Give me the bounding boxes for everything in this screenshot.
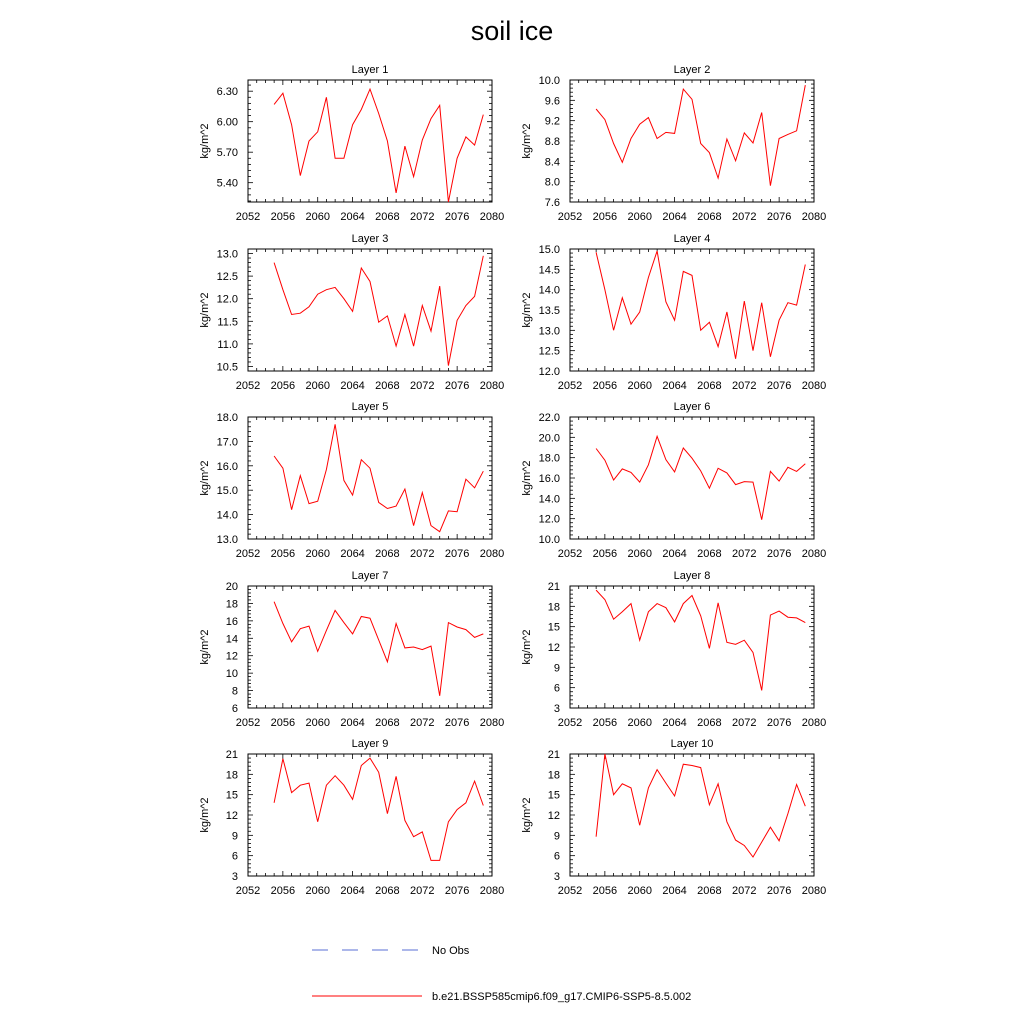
- x-tick-label: 2072: [410, 211, 435, 223]
- x-tick-label: 2060: [627, 885, 652, 897]
- x-tick-label: 2056: [592, 380, 618, 392]
- x-tick-label: 2064: [662, 211, 687, 223]
- x-tick-label: 2076: [766, 380, 792, 392]
- y-tick-label: 21: [547, 749, 560, 761]
- x-tick-label: 2052: [235, 211, 261, 223]
- plot-frame: [570, 417, 814, 539]
- x-tick-label: 2080: [479, 717, 505, 729]
- y-tick-label: 5.40: [216, 177, 238, 190]
- y-tick-label: 6: [553, 850, 560, 863]
- x-tick-label: 2064: [662, 380, 687, 392]
- chart-title: Layer 5: [351, 401, 389, 413]
- y-tick-label: 11.0: [217, 338, 238, 351]
- x-tick-label: 2064: [340, 380, 365, 392]
- y-tick-label: 6.30: [216, 86, 238, 99]
- x-tick-label: 2072: [732, 548, 757, 560]
- x-tick-label: 2060: [305, 717, 330, 729]
- x-tick-label: 2052: [557, 211, 583, 223]
- x-tick-label: 2060: [305, 548, 330, 560]
- y-tick-label: 14.5: [538, 264, 560, 277]
- y-tick-label: 20: [225, 581, 238, 593]
- y-tick-label: 6: [231, 850, 238, 863]
- y-tick-label: 11.5: [217, 316, 238, 329]
- y-tick-label: 15: [547, 789, 560, 802]
- series-line: [596, 590, 805, 690]
- y-tick-label: 15.0: [216, 485, 238, 498]
- x-tick-label: 2076: [766, 211, 792, 223]
- x-tick-label: 2060: [305, 885, 330, 897]
- y-axis-label: kg/m^2: [199, 123, 211, 159]
- chart-title: Layer 9: [351, 738, 389, 750]
- y-tick-label: 13.0: [216, 248, 238, 261]
- x-tick-label: 2052: [235, 717, 261, 729]
- x-tick-label: 2060: [627, 211, 652, 223]
- series-line: [274, 424, 483, 531]
- x-tick-label: 2068: [375, 548, 400, 560]
- chart-panel-layer-5: [199, 401, 504, 560]
- x-tick-label: 2072: [732, 380, 757, 392]
- x-tick-label: 2068: [375, 380, 400, 392]
- x-tick-label: 2080: [801, 380, 827, 392]
- x-tick-label: 2076: [444, 380, 470, 392]
- x-tick-label: 2052: [557, 380, 583, 392]
- plot-frame: [248, 249, 492, 371]
- chart-title: Layer 6: [673, 401, 711, 413]
- chart-panel-layer-4: [521, 233, 826, 392]
- plot-frame: [570, 80, 814, 202]
- x-tick-label: 2072: [410, 548, 435, 560]
- y-tick-label: 16: [225, 615, 238, 628]
- y-axis-label: kg/m^2: [199, 797, 211, 833]
- chart-title: Layer 10: [670, 738, 714, 750]
- legend-label-no-obs: No Obs: [432, 945, 470, 957]
- series-line: [596, 754, 805, 857]
- y-tick-label: 12.0: [538, 513, 560, 526]
- x-tick-label: 2072: [410, 380, 435, 392]
- chart-title: Layer 1: [351, 64, 389, 76]
- y-tick-label: 12.5: [216, 271, 238, 284]
- y-tick-label: 7.6: [544, 197, 560, 209]
- y-axis-label: kg/m^2: [521, 797, 533, 833]
- y-tick-label: 13.5: [538, 305, 560, 317]
- x-tick-label: 2080: [479, 885, 505, 897]
- y-tick-label: 18: [225, 598, 238, 611]
- chart-title: Layer 2: [673, 64, 711, 76]
- y-tick-label: 14.0: [538, 493, 560, 506]
- x-tick-label: 2056: [592, 548, 618, 560]
- x-tick-label: 2056: [270, 885, 296, 897]
- legend: [312, 945, 691, 1003]
- series-line: [274, 602, 483, 696]
- series-line: [274, 256, 483, 366]
- x-tick-label: 2068: [697, 548, 722, 560]
- y-tick-label: 18.0: [538, 452, 560, 465]
- y-tick-label: 9: [553, 662, 560, 675]
- chart-title: Layer 4: [673, 233, 711, 245]
- x-tick-label: 2068: [375, 717, 400, 729]
- x-tick-label: 2056: [270, 548, 296, 560]
- x-tick-label: 2052: [235, 885, 261, 897]
- x-tick-label: 2056: [592, 211, 618, 223]
- y-tick-label: 21: [547, 581, 560, 593]
- y-tick-label: 8.4: [544, 156, 560, 169]
- x-tick-label: 2056: [270, 380, 296, 392]
- y-axis-label: kg/m^2: [199, 460, 211, 496]
- x-tick-label: 2080: [479, 380, 505, 392]
- y-tick-label: 8.0: [544, 176, 560, 189]
- x-tick-label: 2052: [557, 885, 583, 897]
- x-tick-label: 2060: [627, 380, 652, 392]
- y-tick-label: 12: [547, 810, 560, 822]
- y-tick-label: 12.0: [216, 293, 238, 306]
- y-tick-label: 18: [547, 769, 560, 782]
- y-tick-label: 9.6: [544, 95, 560, 108]
- chart-panel-layer-9: [199, 738, 504, 897]
- y-tick-label: 20.0: [538, 432, 560, 445]
- y-tick-label: 15.0: [538, 244, 560, 256]
- y-tick-label: 14.0: [538, 284, 560, 297]
- x-tick-label: 2068: [697, 885, 722, 897]
- y-tick-label: 12.0: [538, 366, 560, 378]
- x-tick-label: 2072: [732, 717, 757, 729]
- x-tick-label: 2056: [592, 717, 618, 729]
- y-tick-label: 16.0: [538, 473, 560, 485]
- y-tick-label: 9.2: [544, 115, 560, 128]
- y-axis-label: kg/m^2: [521, 460, 533, 496]
- y-tick-label: 18: [547, 601, 560, 614]
- chart-panel-layer-3: [199, 233, 504, 392]
- x-tick-label: 2068: [697, 380, 722, 392]
- y-tick-label: 13.0: [216, 534, 238, 546]
- x-tick-label: 2072: [732, 211, 757, 223]
- x-tick-label: 2076: [444, 885, 470, 897]
- y-axis-label: kg/m^2: [521, 629, 533, 665]
- y-tick-label: 8: [231, 685, 238, 698]
- chart-panel-layer-8: [521, 570, 826, 729]
- x-tick-label: 2076: [766, 548, 792, 560]
- page-title: soil ice: [470, 16, 554, 46]
- x-tick-label: 2060: [305, 380, 330, 392]
- x-tick-label: 2052: [235, 380, 261, 392]
- y-tick-label: 3: [553, 871, 560, 883]
- x-tick-label: 2056: [270, 717, 296, 729]
- y-tick-label: 12: [225, 810, 238, 822]
- x-tick-label: 2060: [627, 717, 652, 729]
- y-tick-label: 6.00: [216, 116, 238, 129]
- y-tick-label: 21: [225, 749, 238, 761]
- y-axis-label: kg/m^2: [521, 292, 533, 328]
- y-tick-label: 3: [231, 871, 238, 883]
- y-tick-label: 10.5: [216, 361, 238, 374]
- y-tick-label: 15: [547, 621, 560, 634]
- x-tick-label: 2052: [557, 717, 583, 729]
- y-tick-label: 8.8: [544, 136, 560, 148]
- chart-title: Layer 7: [351, 570, 389, 582]
- x-tick-label: 2080: [479, 211, 505, 223]
- y-tick-label: 6: [553, 682, 560, 695]
- chart-panel-layer-2: [521, 64, 826, 223]
- chart-title: Layer 3: [351, 233, 389, 245]
- x-tick-label: 2064: [340, 548, 365, 560]
- x-tick-label: 2052: [557, 548, 583, 560]
- y-tick-label: 9: [231, 830, 238, 843]
- plot-frame: [570, 754, 814, 876]
- x-tick-label: 2068: [375, 211, 400, 223]
- x-tick-label: 2072: [732, 885, 757, 897]
- x-tick-label: 2064: [340, 211, 365, 223]
- chart-panel-layer-7: [199, 570, 504, 729]
- chart-title: Layer 8: [673, 570, 711, 582]
- y-tick-label: 17.0: [216, 436, 238, 449]
- y-axis-label: kg/m^2: [199, 292, 211, 328]
- plot-frame: [248, 754, 492, 876]
- y-tick-label: 5.70: [216, 147, 238, 160]
- y-tick-label: 16.0: [216, 460, 238, 473]
- x-tick-label: 2076: [444, 211, 470, 223]
- x-tick-label: 2064: [662, 717, 687, 729]
- y-tick-label: 12: [547, 642, 560, 654]
- y-tick-label: 14.0: [216, 509, 238, 522]
- x-tick-label: 2080: [801, 548, 827, 560]
- y-tick-label: 18: [225, 769, 238, 782]
- y-tick-label: 14: [225, 633, 238, 646]
- x-tick-label: 2080: [801, 885, 827, 897]
- chart-panel-layer-6: [521, 401, 826, 560]
- x-tick-label: 2056: [592, 885, 618, 897]
- x-tick-label: 2076: [766, 885, 792, 897]
- x-tick-label: 2060: [305, 211, 330, 223]
- y-axis-label: kg/m^2: [199, 629, 211, 665]
- y-tick-label: 18.0: [216, 412, 238, 424]
- x-tick-label: 2052: [235, 548, 261, 560]
- x-tick-label: 2072: [410, 717, 435, 729]
- chart-panel-layer-1: [199, 64, 504, 223]
- series-line: [596, 85, 805, 186]
- x-tick-label: 2056: [270, 211, 296, 223]
- x-tick-label: 2080: [479, 548, 505, 560]
- plot-frame: [570, 249, 814, 371]
- y-axis-label: kg/m^2: [521, 123, 533, 159]
- series-line: [274, 89, 483, 202]
- y-tick-label: 10.0: [538, 534, 560, 546]
- series-line: [596, 251, 805, 359]
- x-tick-label: 2076: [766, 717, 792, 729]
- legend-label-model: b.e21.BSSP585cmip6.f09_g17.CMIP6-SSP5-8.5.002: [432, 991, 692, 1003]
- x-tick-label: 2060: [627, 548, 652, 560]
- y-tick-label: 9: [553, 830, 560, 843]
- y-tick-label: 13.0: [538, 325, 560, 338]
- y-tick-label: 15: [225, 789, 238, 802]
- series-line: [274, 758, 483, 860]
- x-tick-label: 2080: [801, 211, 827, 223]
- y-tick-label: 12.5: [538, 345, 560, 358]
- x-tick-label: 2068: [375, 885, 400, 897]
- x-tick-label: 2068: [697, 211, 722, 223]
- x-tick-label: 2064: [340, 717, 365, 729]
- y-tick-label: 6: [231, 703, 238, 715]
- x-tick-label: 2064: [340, 885, 365, 897]
- chart-panel-layer-10: [521, 738, 826, 897]
- y-tick-label: 12: [225, 650, 238, 663]
- x-tick-label: 2064: [662, 885, 687, 897]
- x-tick-label: 2072: [410, 885, 435, 897]
- x-tick-label: 2076: [444, 548, 470, 560]
- y-tick-label: 10.0: [538, 75, 560, 87]
- x-tick-label: 2064: [662, 548, 687, 560]
- y-tick-label: 3: [553, 703, 560, 715]
- plot-frame: [248, 586, 492, 708]
- x-tick-label: 2080: [801, 717, 827, 729]
- x-tick-label: 2076: [444, 717, 470, 729]
- x-tick-label: 2068: [697, 717, 722, 729]
- series-line: [596, 436, 805, 519]
- y-tick-label: 22.0: [538, 412, 560, 424]
- y-tick-label: 10: [225, 668, 238, 681]
